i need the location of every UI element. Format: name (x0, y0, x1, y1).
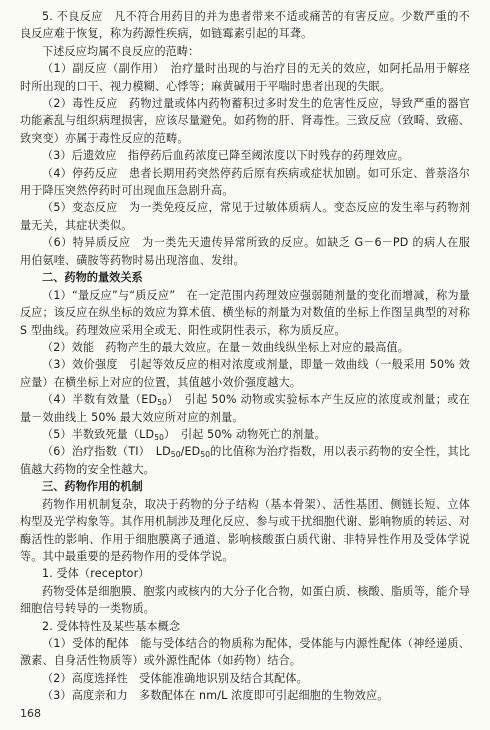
body-paragraph: 2. 受体特性及某些基本概念 (42, 619, 181, 633)
body-paragraph: （3）高度亲和力 多数配体在 nm/L 浓度即可引起细胞的生物效应。 (42, 689, 389, 703)
paragraph-text: 的比值称为治疗指数，用以表示药物的安全性，其比值越大药物的安全性越大。 (20, 445, 470, 476)
body-paragraph: （3）后遗效应 指停药后血药浓度已降至阈浓度以下时残存的药理效应。 (42, 149, 410, 163)
body-paragraph: 1. 受体（receptor） (42, 567, 150, 581)
body-paragraph: （2）效能 药物产生的最大效应。在量－效曲线纵坐标上对应的最高值。 (42, 340, 410, 354)
body-paragraph: （5）变态反应 为一类免疫反应，常见于过敏体质病人。变态反应的发生率与药物剂量无关，其症状类似。 (20, 201, 470, 232)
body-paragraph: 5. 不良反应 凡不符合用药目的并为患者带来不适或痛苦的有害反应。少数严重的不良反应难于恢复，称为药源性疾病，如链霉素引起的耳聋。 (20, 10, 470, 41)
subscript: 50 (200, 450, 211, 460)
body-paragraph: （1）“量反应”与“质反应” 在一定范围内药理效应强弱随剂量的变化而增减，称为量反应；该反应在纵坐标的效应为算术值、横坐标的剂量为对数值的坐标上作图呈典型的对称 S 型曲线。药理效应采用全或无、阳性或阴性表示，称为质反应。 (20, 288, 474, 337)
body-paragraph: （2）毒性反应 药物过量或体内药物蓄积过多时发生的危害性反应，导致严重的器官功能紊乱与组织病理损害，应该尽量避免。如药物的肝、肾毒性。三致反应（致畸、致癌、致突变）亦属于毒性反应的范畴。 (20, 97, 470, 145)
body-paragraph: （3）效价强度 引起等效反应的相对浓度或剂量，即量－效曲线（一般采用 50% 效应量）在横坐标上对应的位置，其值越小效价强度越大。 (20, 358, 470, 389)
section-heading: 二、药物的量效关系 (42, 271, 143, 285)
subscript: 50 (157, 398, 168, 408)
page-body (20, 8, 474, 705)
paragraph-text: ） 引起 50% 动物或实验标本产生反应的浓度或剂量；或在量－效曲线上 50% 最大效应所对应的剂量。 (20, 393, 470, 424)
section-heading: 三、药物作用的机制 (42, 480, 143, 494)
body-paragraph: （6）特异质反应 为一类先天遗传异常所致的反应。如缺乏 G－6－PD 的病人在服用伯氨喹、磺胺等药物时易出现溶血、发绀。 (20, 236, 470, 267)
body-paragraph: 下述反应均属不良反应的范畴： (42, 44, 200, 58)
paragraph-text: ） 引起 50% 动物死亡的剂量。 (164, 427, 326, 441)
body-paragraph (20, 426, 470, 443)
paragraph-text: （4）半数有效量（ED (42, 393, 158, 407)
body-paragraph: 药物作用机制复杂，取决于药物的分子结构（基本骨架）、活性基团、侧链长短、立体构型及光学构象等。其作用机制涉及理化反应、参与或干扰细胞代谢、影响物质的转运、对酶活性的影响、作用于细胞膜离子通道、影响核酸蛋白质代谢、非特异性作用及受体学说等。其中最重要的是药物作用的受体学说。 (20, 497, 470, 563)
paragraph-text: （6）治疗指数（TI） LD (42, 445, 171, 459)
body-paragraph: （2）高度选择性 受体能准确地识别及结合其配体。 (42, 671, 308, 685)
body-paragraph: 药物受体是细胞膜、胞浆内或核内的大分子化合物，如蛋白质、核酸、脂质等，能介导细胞信号转导的一类物质。 (20, 584, 470, 616)
paragraph-text: /ED (180, 445, 201, 459)
body-paragraph (20, 443, 470, 478)
page-number: 168 (20, 707, 41, 720)
body-paragraph (20, 391, 470, 426)
body-paragraph: （1）副反应（副作用） 治疗量时出现的与治疗目的无关的效应，如阿托品用于解痉时所出现的口干、视力模糊、心悸等；麻黄碱用于平喘时患者出现的失眠。 (20, 62, 470, 93)
body-paragraph: （4）停药反应 患者长期用药突然停药后原有疾病或症状加剧。如可乐定、普萘洛尔用于降压突然停药时可出现血压急剧升高。 (20, 166, 470, 198)
paragraph-text: （5）半数致死量（LD (42, 427, 155, 441)
body-paragraph: （1）受体的配体 能与受体结合的物质称为配体，受体能与内源性配体（神经递质、激素、自身活性物质等）或外源性配体（如药物）结合。 (20, 637, 470, 668)
subscript: 50 (154, 432, 165, 442)
subscript: 50 (170, 450, 181, 460)
